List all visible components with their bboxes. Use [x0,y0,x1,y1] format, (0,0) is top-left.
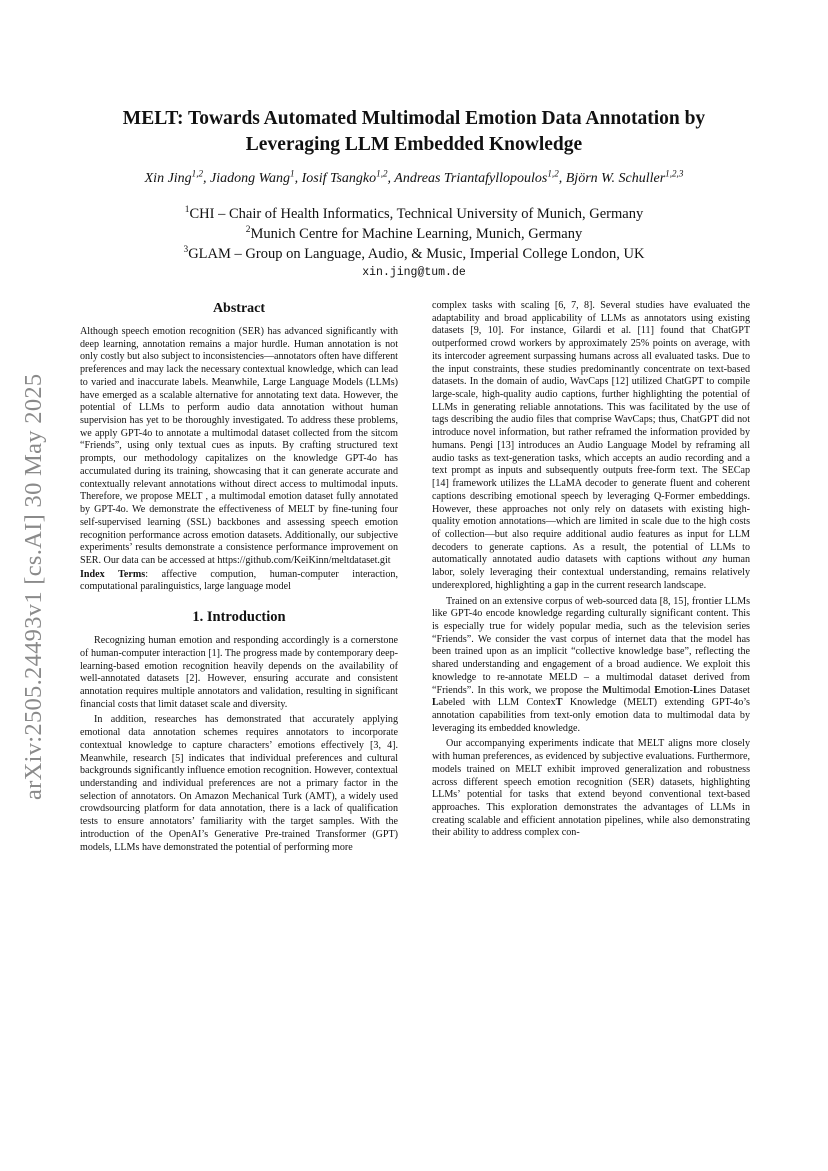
acronym-letter: T [555,697,563,709]
author-name: Björn W. Schuller [565,171,666,186]
author-name: Andreas Triantafyllopoulos [394,171,548,186]
index-terms: Index Terms: affective compution, human-computer interaction, computational paralinguistics, large language model [80,568,398,593]
author-affiliation-marker: 1,2,3 [665,168,684,179]
left-column [80,300,398,854]
intro-paragraph-5: Our accompanying experiments indicate that MELT aligns more closely with human preferences, as evidenced by subjective evaluations. Furthermore, models trained on MELT exhibit improved generalization and robustness across different speech emotion recognition (SER) datasets, highlighting LLMs’ potential for tasks that extend beyond conventional text-based approaches. This exploration demonstrates the advantages of LLMs in creating scalable and efficient annotation pipelines, while also demonstrating their ability to address complex con- [432,738,750,839]
abstract-heading: Abstract [212,301,266,316]
intro-paragraph-2: In addition, researches has demonstrated that accurately applying emotional data annotation schemes requires annotators to incorporate contextual knowledge to capture characters’ emotions effectively [3, 4]. Meanwhile, research [5] indicates that individual preferences and cultural backgrounds significantly influence emotion recognition. However, contextual understanding and individual preferences are not a primary factor in the selection of annotators. On Amazon Mechanical Turk (AMT), a widely used crowdsourcing platform for data annotation, there is a lack of qualification tests to ensure annotators’ familiarity with the target samples. With the introduction of the OpenAI’s Generative Pre-trained Transformer (GPT) models, LLMs have demonstrated the potential of performing more [80,714,398,853]
introduction-heading: 1. Introduction [192,609,286,626]
acronym-letter: E [654,684,662,696]
affiliation-1: $^1$CHI – Chair of Health Informatics, Technical University of Munich, Germany [184,205,644,222]
author-name: Iosif Tsangko [301,171,377,186]
acronym-letter: L [692,684,700,696]
intro-paragraph-1: Recognizing human emotion and responding accordingly is a cornerstone of human-computer interaction [1]. The progress made by contemporary deep-learning-based emotion recognition heavily depends on the availability of well-annotated datasets [2]. However, ensuring accurate and consistent annotation requires multiple annotators and validation, resulting in significant financial costs that limit dataset scale and diversity. [80,635,398,710]
intro-paragraph-3: complex tasks with scaling [6, 7, 8]. Several studies have evaluated the adaptability and broad applicability of LLMs as annotators using existing datasets [9, 10]. For instance, Gilardi et al. [11] found that ChatGPT outperformed crowd workers by approximately 25% points on average, with its intercoder agreement surpassing humans across all evaluated tasks. Due to the input constraints, these studies predominantly concentrate on text-based datasets. In the domain of audio, WavCaps [12] utilized ChatGPT to compile large-scale, high-quality audio captions, further highlighting the potential of LLMs in generating reliable annotations. This was facilitated by the use of tags describing the audio files that comprise WavCaps; thus, ChatGPT did not introduce novel information, but rather reframed the information provided by humans. Pengi [13] introduces an Audio Language Model by reframing all audio tasks as text-generation tasks, which accepts an audio recording and a text prompt as inputs and subsequently outputs free-form text. The SECap [14] framework utilizes the LLaMA decoder to generate fluent and coherent captions describing emotional speech by leveraging Q-Former embeddings. However, these approaches not only rely on datasets with existing high-quality emotion annotations—which are limited in scale due to the high costs of collection—but also require additional audio features as input for LLM decoders to generate captions. As a result, the potential of LLMs to automatically annotated audio datasets with captions without any human labor, solely leveraging their contextual understanding, remains relatively underexplored, highlighting a gap in the current research landscape. [432,300,750,591]
intro-paragraph-4: Trained on an extensive corpus of web-sourced data [8, 15], frontier LLMs like GPT-4o encode knowledge regarding culturally significant content. This is especially true for widely popular media, such as the television series “Friends”. We consider the vast corpus of internet data that the model has been trained upon as an implicit “collective knowledge base”, reflecting the shared understanding and engagement of a broad audience. We exploit this knowledge to re-annotate MELD – a multimodal dataset derived from “Friends”. In this work, we propose the Multimodal Emotion-Lines Dataset Labeled with LLM ContexT Knowledge (MELT) extending GPT-4o’s annotation capabilities from text-only emotion data to multimodal data by leveraging its embedded knowledge. [432,595,750,734]
author-name: Jiadong Wang [210,171,291,186]
author-email[interactable]: xin.jing@tum.de [362,266,466,279]
affiliation-3: $^3$GLAM – Group on Language, Audio, & Music, Imperial College London, UK [183,245,645,262]
affiliation-block [100,204,728,282]
acronym-letter: M [602,684,612,696]
author-name: Xin Jing [144,171,192,186]
right-column [432,300,750,840]
arxiv-side-stamp: arXiv:2505.24493v1 [cs.AI] 30 May 2025 [20,373,47,800]
author-affiliation-marker: 1,2 [191,168,204,179]
author-affiliation-marker: 1,2 [547,168,559,179]
paper-title: MELT: Towards Automated Multimodal Emotion Data Annotation by Leveraging LLM Embedded Knowledge [122,108,706,155]
author-affiliation-marker: 1,2 [376,168,388,179]
author-affiliation-marker: 1 [290,168,295,179]
author-list: Xin Jing$^{1,2}$, Jiadong Wang$^1$, Iosif Tsangko$^{1,2}$, Andreas Triantafyllopoulos$^{1,2}$, Björn W. Schuller$^{1,2,3}$ [144,168,684,186]
acronym-letter: L [432,697,439,709]
abstract-text: Although speech emotion recognition (SER) has advanced significantly with deep learning, annotation remains a major hurdle. Human annotation is not only costly but also subject to inconsistencies—annotators often have different preferences and may lack the necessary contextual knowledge, which can lead to varied and inaccurate labels. Meanwhile, Large Language Models (LLMs) have emerged as a scalable alternative for annotating text data. However, the potential of LLMs to perform audio data annotation without human supervision has yet to be thoroughly investigated. To address these problems, we apply GPT-4o to annotate a multimodal dataset collected from the sitcom “Friends”, using only textual cues as inputs. By crafting structured text prompts, our methodology capitalizes on the knowledge GPT-4o has accumulated during its training, showcasing that it can generate accurate and contextually relevant annotations without direct access to multimodal inputs. Therefore, we propose MELT , a multimodal emotion dataset fully annotated by GPT-4o. We demonstrate the effectiveness of MELT by fine-tuning four self-supervised learning (SSL) backbones and assessing speech emotion recognition performance across emotion datasets. Additionally, our subjective experiments’ results demonstrate a consistence performance improvement on SER. Our data can be accessed at https://github.com/KeiKinn/meltdataset.git [80,326,398,566]
affiliation-2: $^2$Munich Centre for Machine Learning, Munich, Germany [245,225,583,242]
